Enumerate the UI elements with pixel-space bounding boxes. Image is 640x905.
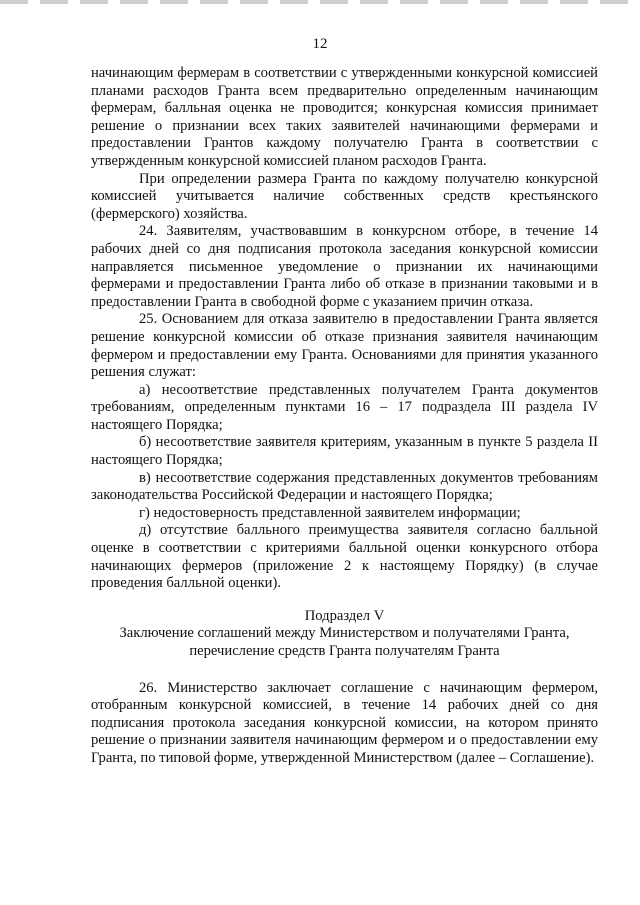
paragraph-24: 24. Заявителям, участвовавшим в конкурсном отборе, в течение 14 рабочих дней со дня подписания протокола заседания конкурсной комиссии направляется письменное уведомление о признании их начинающими фермерами и предоставлении Гранта либо об отказе в признании таковыми и в предоставлении Гранта в свободной форме с указанием причин отказа.	[91, 223, 598, 310]
list-item-v: в) несоответствие содержания представленных документов требованиям законодательства Российской Федерации и настоящего Порядка;	[91, 469, 598, 504]
paragraph-continuation: начинающим фермерам в соответствии с утвержденными конкурсной комиссией планами расходов Гранта всем предварительно определенным начинающим фермерам, балльная оценка не проводится; конкурсная комиссия принимает решение о признании всех таких заявителей начинающими фермерами и предоставлении Грантов каждому получателю Гранта в соответствии с утвержденным конкурсной комиссией планом расходов Гранта.	[91, 65, 598, 169]
scan-top-edge	[0, 0, 640, 4]
subsection-title-line-1: Заключение соглашений между Министерством и получателями Гранта,	[119, 625, 570, 642]
list-item-b: б) несоответствие заявителя критериям, указанным в пункте 5 раздела II настоящего Порядка;	[91, 434, 598, 469]
document-body	[91, 65, 598, 768]
list-item-d: д) отсутствие балльного преимущества заявителя согласно балльной оценке в соответствии с критериями балльной оценки конкурсного отбора начинающих фермеров (приложение 2 к настоящему Порядку) (в случае проведения балльной оценки).	[91, 522, 598, 592]
list-item-g: г) недостоверность представленной заявителем информации;	[139, 504, 521, 521]
spacer	[91, 593, 598, 608]
spacer	[91, 661, 598, 680]
paragraph-25: 25. Основанием для отказа заявителю в предоставлении Гранта является решение конкурсной комиссии об отказе признания заявителя начинающим фермером и предоставлении ему Гранта. Основаниями для принятия указанного решения служат:	[91, 311, 598, 381]
list-item-a: а) несоответствие представленных получателем Гранта документов требованиям, определенным пунктами 16 – 17 подраздела III раздела IV настоящего Порядка;	[91, 381, 598, 433]
page-number: 12	[312, 36, 328, 52]
paragraph-grant-size: При определении размера Гранта по каждому получателю конкурсной комиссией учитывается наличие собственных средств крестьянского (фермерского) хозяйства.	[91, 170, 598, 222]
subsection-title-line-2: перечисление средств Гранта получателям Гранта	[189, 643, 500, 659]
paragraph-26: 26. Министерство заключает соглашение с начинающим фермером, отобранным конкурсной комиссией, в течение 14 рабочих дней со дня подписания протокола заседания конкурсной комиссии, на котором принято решение о признании заявителя начинающим фермером и о предоставлении ему Гранта, по типовой форме, утвержденной Министерством (далее – Соглашение).	[91, 679, 598, 766]
subsection-label: Подраздел V	[304, 607, 385, 624]
